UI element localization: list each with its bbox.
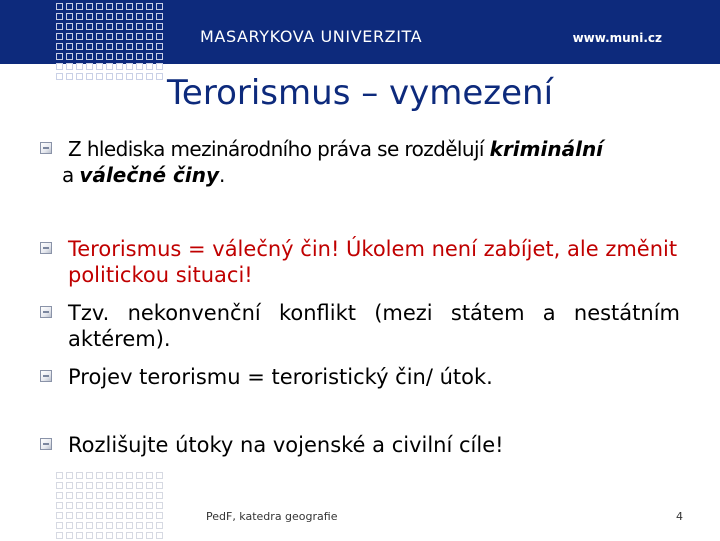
grid-square [136, 3, 143, 10]
grid-square [76, 502, 83, 509]
grid-square [66, 532, 73, 539]
grid-square [146, 512, 153, 519]
grid-square [136, 502, 143, 509]
grid-square [146, 63, 153, 70]
grid-square [116, 482, 123, 489]
grid-square [156, 522, 163, 529]
grid-square [146, 33, 153, 40]
grid-square [106, 472, 113, 479]
grid-square [76, 522, 83, 529]
grid-square [96, 502, 103, 509]
grid-square [86, 13, 93, 20]
grid-square [66, 3, 73, 10]
grid-square [126, 522, 133, 529]
grid-square [156, 13, 163, 20]
grid-square [116, 492, 123, 499]
grid-square [76, 23, 83, 30]
grid-square [146, 532, 153, 539]
grid-square [116, 43, 123, 50]
grid-square [116, 63, 123, 70]
grid-square [76, 512, 83, 519]
grid-square [156, 532, 163, 539]
footer-decor-grid [56, 472, 165, 541]
grid-square [96, 532, 103, 539]
grid-square [56, 63, 63, 70]
grid-square [76, 13, 83, 20]
grid-square [66, 53, 73, 60]
grid-square [126, 13, 133, 20]
grid-square [146, 3, 153, 10]
university-name: MASARYKOVA UNIVERZITA [200, 27, 423, 46]
grid-square [106, 532, 113, 539]
grid-square [156, 492, 163, 499]
grid-square [86, 522, 93, 529]
footer-text: PedF, katedra geografie [206, 510, 338, 523]
grid-square [126, 532, 133, 539]
grid-square [86, 502, 93, 509]
grid-square [106, 23, 113, 30]
grid-square [156, 472, 163, 479]
grid-square [136, 512, 143, 519]
grid-square [146, 53, 153, 60]
grid-square [136, 43, 143, 50]
grid-square [76, 63, 83, 70]
bullet-text: Rozlišujte útoky na vojenské a civilní cíle! [68, 433, 504, 457]
grid-square [96, 492, 103, 499]
grid-square [76, 43, 83, 50]
bullet-item [68, 432, 680, 458]
grid-square [156, 33, 163, 40]
bullet-text: Tzv. nekonvenční konflikt (mezi státem a nestátním aktérem). [68, 301, 680, 351]
grid-square [66, 482, 73, 489]
grid-square [126, 23, 133, 30]
grid-square [66, 522, 73, 529]
bullet-text: Terorismus = válečný čin! Úkolem není zabíjet, ale změnit politickou situaci! [68, 237, 678, 287]
grid-square [136, 482, 143, 489]
grid-square [76, 492, 83, 499]
grid-square [66, 472, 73, 479]
grid-square [116, 33, 123, 40]
grid-square [96, 472, 103, 479]
bullet-icon [40, 306, 52, 318]
grid-square [96, 482, 103, 489]
grid-square [126, 472, 133, 479]
grid-square [126, 512, 133, 519]
grid-square [126, 43, 133, 50]
grid-square [116, 512, 123, 519]
grid-square [56, 512, 63, 519]
grid-square [106, 522, 113, 529]
grid-square [126, 53, 133, 60]
grid-square [146, 502, 153, 509]
grid-square [156, 3, 163, 10]
bullet-icon [40, 370, 52, 382]
grid-square [126, 502, 133, 509]
grid-square [106, 63, 113, 70]
bullet-text: Projev terorismu = teroristický čin/ útok. [68, 365, 493, 389]
grid-square [156, 482, 163, 489]
grid-square [136, 23, 143, 30]
grid-square [66, 23, 73, 30]
grid-square [76, 482, 83, 489]
grid-square [136, 522, 143, 529]
grid-square [136, 532, 143, 539]
grid-square [116, 23, 123, 30]
bullet-item [62, 136, 680, 188]
bullet-item [68, 300, 680, 352]
grid-square [116, 53, 123, 60]
grid-square [76, 472, 83, 479]
grid-square [146, 43, 153, 50]
grid-square [66, 63, 73, 70]
bullet-icon [40, 242, 52, 254]
grid-square [56, 23, 63, 30]
grid-square [116, 13, 123, 20]
header-band [0, 0, 720, 64]
emphasis-text: válečné činy [79, 163, 219, 187]
grid-square [106, 43, 113, 50]
grid-square [86, 63, 93, 70]
grid-square [86, 23, 93, 30]
grid-square [126, 492, 133, 499]
grid-square [106, 502, 113, 509]
grid-square [116, 502, 123, 509]
grid-square [146, 13, 153, 20]
grid-square [136, 63, 143, 70]
grid-square [56, 3, 63, 10]
grid-square [86, 3, 93, 10]
grid-square [96, 512, 103, 519]
grid-square [56, 502, 63, 509]
grid-square [86, 482, 93, 489]
grid-square [56, 492, 63, 499]
grid-square [76, 3, 83, 10]
grid-square [86, 492, 93, 499]
grid-square [136, 13, 143, 20]
grid-square [106, 3, 113, 10]
grid-square [136, 472, 143, 479]
grid-square [116, 522, 123, 529]
bullet-icon [40, 142, 52, 154]
grid-square [86, 53, 93, 60]
grid-square [86, 532, 93, 539]
grid-square [156, 63, 163, 70]
grid-square [106, 482, 113, 489]
grid-square [76, 53, 83, 60]
grid-square [66, 502, 73, 509]
grid-square [86, 43, 93, 50]
grid-square [96, 3, 103, 10]
grid-square [56, 43, 63, 50]
emphasis-text: kriminální [489, 137, 604, 161]
grid-square [96, 522, 103, 529]
grid-square [136, 53, 143, 60]
grid-square [96, 13, 103, 20]
grid-square [56, 482, 63, 489]
grid-square [156, 23, 163, 30]
grid-square [66, 43, 73, 50]
grid-square [56, 532, 63, 539]
grid-square [66, 512, 73, 519]
bullet-text: Z hlediska mezinárodního práva se rozdělují [68, 137, 490, 161]
grid-square [76, 532, 83, 539]
grid-square [146, 482, 153, 489]
bullet-text: a [62, 163, 80, 187]
grid-square [56, 53, 63, 60]
grid-square [66, 492, 73, 499]
grid-square [56, 13, 63, 20]
grid-square [126, 33, 133, 40]
grid-square [156, 43, 163, 50]
grid-square [146, 23, 153, 30]
bullet-item [68, 364, 680, 390]
grid-square [156, 502, 163, 509]
bullet-icon [40, 438, 52, 450]
grid-square [76, 33, 83, 40]
grid-square [156, 53, 163, 60]
grid-square [116, 3, 123, 10]
university-logo-grid [56, 3, 165, 82]
grid-square [146, 522, 153, 529]
bullet-item [68, 236, 680, 288]
page-number: 4 [676, 510, 683, 523]
grid-square [136, 33, 143, 40]
grid-square [116, 472, 123, 479]
grid-square [86, 33, 93, 40]
grid-square [126, 482, 133, 489]
bullet-text: . [218, 163, 225, 187]
grid-square [106, 512, 113, 519]
grid-square [66, 33, 73, 40]
grid-square [96, 63, 103, 70]
grid-square [96, 53, 103, 60]
grid-square [116, 532, 123, 539]
grid-square [86, 512, 93, 519]
grid-square [106, 53, 113, 60]
grid-square [126, 3, 133, 10]
grid-square [146, 492, 153, 499]
grid-square [106, 33, 113, 40]
grid-square [56, 33, 63, 40]
grid-square [86, 472, 93, 479]
university-url: www.muni.cz [572, 31, 662, 45]
grid-square [96, 23, 103, 30]
grid-square [56, 522, 63, 529]
slide-title: Terorismus – vymezení [166, 73, 554, 113]
grid-square [56, 472, 63, 479]
grid-square [106, 492, 113, 499]
grid-square [66, 13, 73, 20]
grid-square [96, 43, 103, 50]
grid-square [136, 492, 143, 499]
grid-square [126, 63, 133, 70]
grid-square [156, 512, 163, 519]
grid-square [96, 33, 103, 40]
grid-square [146, 472, 153, 479]
grid-square [106, 13, 113, 20]
